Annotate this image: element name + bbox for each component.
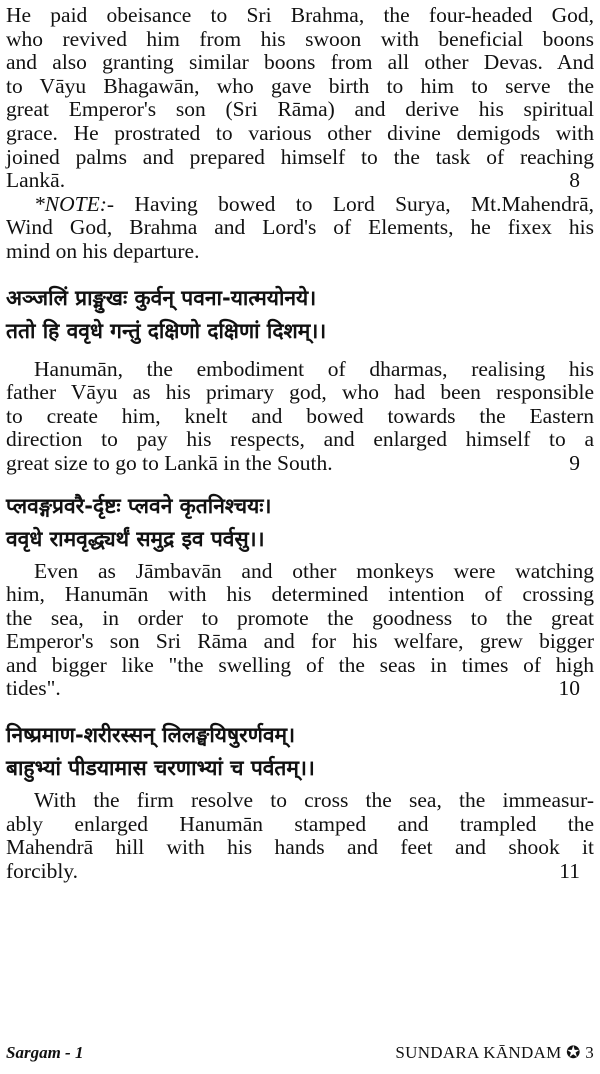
sanskrit-verse-9-line-2: ततो हि ववृधे गन्तुं दक्षिणो दक्षिणां दिशम्।।	[6, 318, 327, 343]
paragraph-verse-10	[6, 560, 594, 702]
text-line: and bigger like "the swelling of the seas in times of high	[6, 652, 594, 677]
page-body	[6, 0, 594, 883]
text-line	[6, 860, 594, 884]
text-line	[6, 677, 594, 701]
page-footer	[6, 1043, 594, 1063]
text-line	[6, 169, 594, 193]
text-line: to create him, knelt and bowed towards the Eastern	[6, 403, 594, 428]
text-line: grace. He prostrated to various other divine demigods with	[6, 120, 594, 145]
text-line: Wind God, Brahma and Lord's of Elements, he fixex his	[6, 215, 594, 240]
text-line	[6, 193, 594, 217]
footer-chapter-label: Sargam - 1	[6, 1043, 84, 1062]
verse-number: 10	[558, 676, 580, 701]
text-line	[6, 452, 594, 476]
text-line: mind on his departure.	[6, 238, 200, 263]
sanskrit-verse-11-line-2: बाहुभ्यां पीडयामास चरणाभ्यां च पर्वतम्।।	[6, 756, 315, 781]
text-line-end: Lankā.	[6, 168, 66, 193]
text-line: and also granting similar boons from all other Devas. And	[6, 50, 594, 75]
note-text: - Having bowed to Lord Surya, Mt.Mahendrā,	[106, 191, 594, 216]
text-line: joined palms and prepared himself to the task of reaching	[6, 144, 594, 169]
verse-number: 9	[569, 450, 580, 475]
text-line: Even as Jāmbavān and other monkeys were watching	[34, 558, 594, 583]
text-line: direction to pay his respects, and enlarged himself to a	[6, 427, 594, 452]
text-line: ably enlarged Hanumān stamped and trampled the	[6, 811, 594, 836]
text-line: Mahendrā hill with his hands and feet and shook it	[6, 835, 594, 860]
text-line: With the firm resolve to cross the sea, the immeasur-	[34, 788, 594, 813]
sanskrit-verse-9-line-1: अञ्जलिं प्राङ्मुखः कुर्वन् पवना-यात्मयोनये।	[6, 285, 317, 310]
text-line-end: tides".	[6, 676, 61, 701]
text-line: He paid obeisance to Sri Brahma, the four-headed God,	[6, 3, 594, 27]
text-line: Hanumān, the embodiment of dharmas, realising his	[34, 356, 594, 381]
text-line: him, Hanumān with his determined intention of crossing	[6, 582, 594, 607]
verse-number: 11	[559, 858, 580, 883]
text-line: who revived him from his swoon with beneficial boons	[6, 26, 594, 51]
note-label: *NOTE:	[34, 191, 107, 216]
text-line: the sea, in order to promote the goodness to the great	[6, 605, 594, 630]
verse-number: 8	[569, 168, 580, 193]
paragraph-verse-9	[6, 358, 594, 476]
paragraph-verse-11	[6, 789, 594, 883]
sanskrit-verse-10-line-1: प्लवङ्गप्रवरै-र्दृष्टः प्लवने कृतनिश्चयः।	[6, 493, 272, 518]
text-line-end: great size to go to Lankā in the South.	[6, 450, 333, 475]
paragraph-verse-8	[6, 4, 594, 193]
note-paragraph	[6, 193, 594, 264]
footer-book-title-page-number: SUNDARA KĀNDAM ✪ 3	[395, 1043, 594, 1062]
text-line: father Vāyu as his primary god, who had been responsible	[6, 380, 594, 405]
text-line: Emperor's son Sri Rāma and for his welfare, grew bigger	[6, 629, 594, 654]
sanskrit-verse-10-line-2: ववृधे रामवृद्ध्यर्थं समुद्र इव पर्वसु।।	[6, 526, 265, 551]
text-line: great Emperor's son (Sri Rāma) and derive his spiritual	[6, 97, 594, 122]
sanskrit-verse-11-line-1: निष्प्रमाण-शरीरस्सन् लिलङ्घयिषुरर्णवम्।	[6, 723, 296, 748]
text-line: to Vāyu Bhagawān, who gave birth to him to serve the	[6, 73, 594, 98]
text-line-end: forcibly.	[6, 858, 79, 883]
